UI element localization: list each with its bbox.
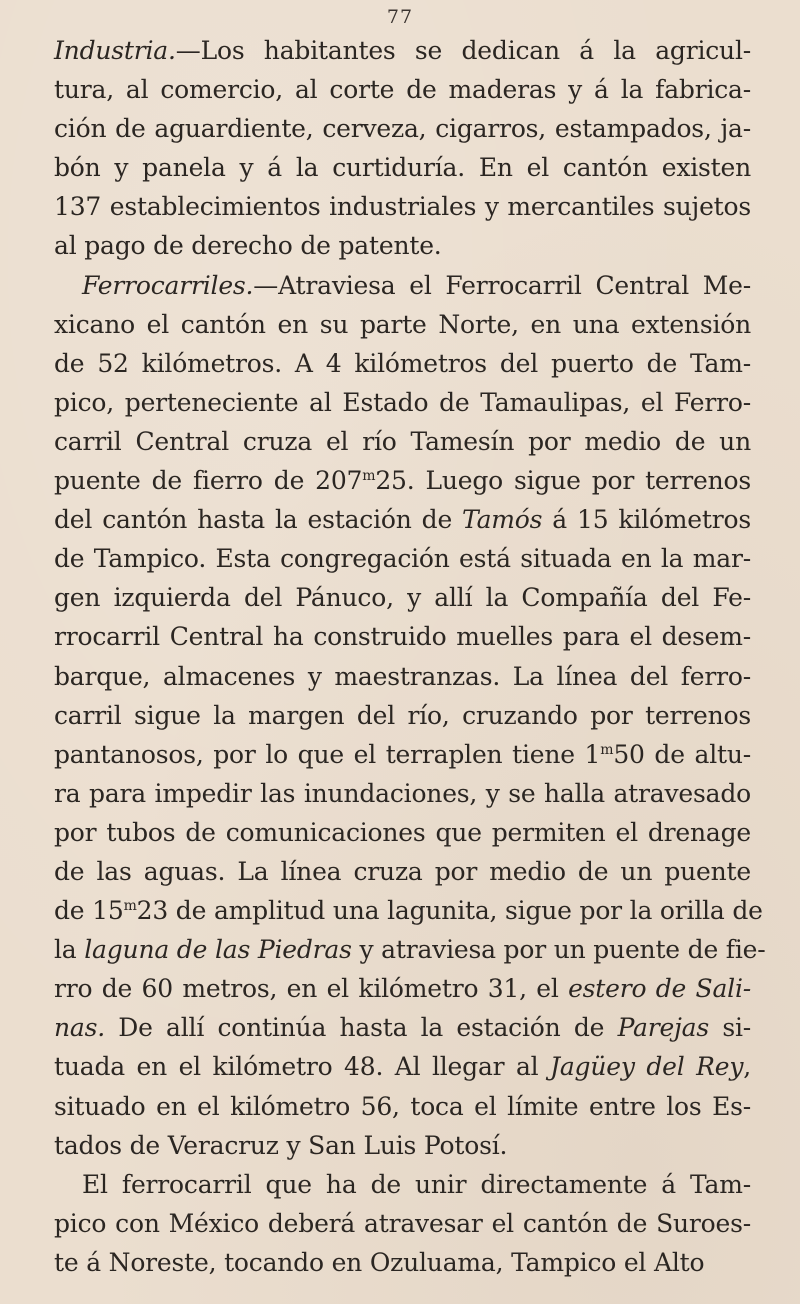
text-line: por tubos de comunicaciones que permiten el drenage	[54, 817, 751, 847]
text-line: barque, almacenes y maestranzas. La línea del ferro-	[54, 661, 751, 691]
text-line: El ferrocarril que ha de unir directamente á Tam-	[82, 1169, 751, 1199]
text-line: ción de aguardiente, cerveza, cigarros, estampados, ja-	[54, 114, 751, 144]
text-line: rro de 60 metros, en el kilómetro 31, el estero de Sali-	[54, 974, 751, 1004]
text-line: gen izquierda del Pánuco, y allí la Compañía del Fe-	[54, 583, 751, 613]
text-line: puente de fierro de 207$^m$25. Luego sigue por terrenos	[54, 466, 752, 496]
text-line: al pago de derecho de patente.	[54, 231, 442, 261]
text-line: tuada en el kilómetro 48. Al llegar al Jagüey del Rey,	[54, 1052, 751, 1082]
text-line: de 52 kilómetros. A 4 kilómetros del puerto de Tam-	[54, 348, 751, 378]
text-line: bón y panela y á la curtiduría. En el cantón existen	[54, 153, 751, 183]
text-line: pico, perteneciente al Estado de Tamaulipas, el Ferro-	[54, 387, 751, 417]
text-line: tados de Veracruz y San Luis Potosí.	[54, 1130, 508, 1160]
text-line: pantanosos, por lo que el terraplen tiene 1$^m$50 de altu-	[54, 739, 751, 769]
text-line: situado en el kilómetro 56, toca el límite entre los Es-	[54, 1091, 751, 1121]
text-line: tura, al comercio, al corte de maderas y á la fabrica-	[54, 75, 751, 105]
text-line: de Tampico. Esta congregación está situada en la mar-	[54, 544, 751, 574]
text-line: 137 establecimientos industriales y mercantiles sujetos	[54, 192, 751, 222]
page-number: 77	[386, 6, 414, 28]
text-line: ra para impedir las inundaciones, y se halla atravesado	[54, 778, 751, 808]
text-line: pico con México deberá atravesar el cantón de Suroes-	[54, 1208, 751, 1238]
text-line: carril sigue la margen del río, cruzando por terrenos	[54, 700, 751, 730]
text-line: del cantón hasta la estación de Tamós á 15 kilómetros	[54, 505, 751, 535]
text-line: te á Noreste, tocando en Ozuluama, Tampico el Alto	[54, 1247, 705, 1277]
text-line: nas. De allí continúa hasta la estación de Parejas si-	[54, 1013, 751, 1043]
text-line: carril Central cruza el río Tamesín por medio de un	[54, 426, 751, 456]
text-line: la laguna de las Piedras y atraviesa por un puente de fie-	[54, 935, 766, 965]
text-line: xicano el cantón en su parte Norte, en una extensión	[54, 309, 751, 339]
text-line: de las aguas. La línea cruza por medio de un puente	[54, 856, 751, 886]
body-text	[54, 31, 766, 1282]
text-line: rrocarril Central ha construido muelles para el desem-	[54, 622, 751, 652]
text-line: Ferrocarriles.—Atraviesa el Ferrocarril Central Me-	[82, 270, 751, 300]
text-line: de 15$^m$23 de amplitud una lagunita, sigue por la orilla de	[54, 896, 763, 926]
text-line: Industria.—Los habitantes se dedican á la agricul-	[54, 36, 751, 65]
